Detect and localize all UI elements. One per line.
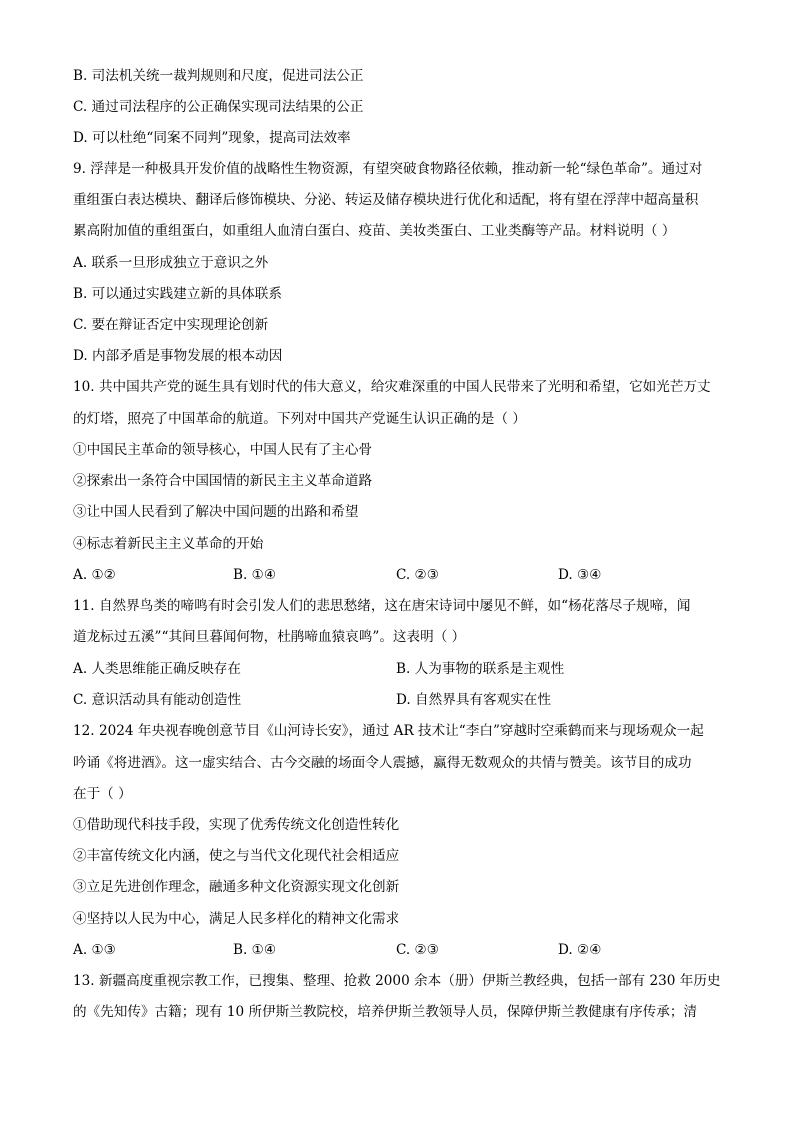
q9-stem-line-2: 重组蛋白表达模块、翻译后修饰模块、分泌、转运及储存模块进行优化和适配，将有望在浮萍中超高量积	[73, 192, 699, 208]
q12-item-4: ④坚持以人民为中心，满足人民多样化的精神文化需求	[73, 911, 400, 927]
q11-choices-row-2	[73, 689, 723, 711]
q10-choice-b: B. ①④	[233, 567, 277, 583]
q10-choices	[73, 564, 723, 586]
q12-choices	[73, 939, 723, 961]
q10-choice-c: C. ②③	[396, 567, 439, 583]
q12-stem-line-1: 12. 2024 年央视春晚创意节目《山河诗长安》，通过 AR 技术让“李白”穿越时空乘鹤而来与现场观众一起	[73, 723, 704, 739]
q12-choice-d: D. ②④	[558, 942, 602, 958]
q11-choice-a: A. 人类思维能正确反映存在	[73, 661, 241, 677]
q9-option-d: D. 内部矛盾是事物发展的根本动因	[73, 348, 283, 364]
q11-choices-row-1	[73, 658, 723, 680]
q12-choice-c: C. ②③	[396, 942, 439, 958]
q12-item-3: ③立足先进创作理念，融通多种文化资源实现文化创新	[73, 879, 400, 895]
q10-item-2: ②探索出一条符合中国国情的新民主主义革命道路	[73, 473, 373, 489]
q9-option-a: A. 联系一旦形成独立于意识之外	[73, 255, 269, 271]
q12-stem-line-2: 吟诵《将进酒》。这一虚实结合、古今交融的场面令人震撼，赢得无数观众的共情与赞美。该节目的成功	[73, 755, 692, 771]
q11-stem-line-1: 11. 自然界鸟类的啼鸣有时会引发人们的悲思愁绪，这在唐宋诗词中屡见不鲜，如“杨花落尽子规啼，闻	[73, 598, 691, 614]
q10-item-1: ①中国民主革命的领导核心，中国人民有了主心骨	[73, 442, 373, 458]
q9-option-b: B. 可以通过实践建立新的具体联系	[73, 286, 282, 302]
q12-choice-b: B. ①④	[233, 942, 277, 958]
q11-choice-c: C. 意识活动具有能动创造性	[73, 692, 242, 708]
q10-choice-d: D. ③④	[558, 567, 602, 583]
q10-choice-a: A. ①②	[73, 567, 116, 583]
q12-stem-line-3: 在于（ ）	[73, 786, 132, 802]
q12-item-2: ②丰富传统文化内涵，使之与当代文化现代社会相适应	[73, 848, 400, 864]
q10-item-4: ④标志着新民主主义革命的开始	[73, 536, 264, 552]
q8-option-d: D. 可以杜绝“同案不同判”现象，提高司法效率	[73, 130, 351, 146]
q11-stem-line-2: 道龙标过五溪”“其间旦暮闻何物，杜鹃啼血猿哀鸣”。这表明（ ）	[73, 629, 466, 645]
q13-stem-line-1: 13. 新疆高度重视宗教工作，已搜集、整理、抢救 2000 余本（册）伊斯兰教经典，包括一部有 230 年历史	[73, 973, 721, 989]
q9-stem-line-3: 累高附加值的重组蛋白，如重组人血清白蛋白、疫苗、美妆类蛋白、工业类酶等产品。材料说明（ ）	[73, 223, 676, 239]
q11-choice-b: B. 人为事物的联系是主观性	[396, 661, 565, 677]
q13-stem-line-2: 的《先知传》古籍；现有 10 所伊斯兰教院校，培养伊斯兰教领导人员，保障伊斯兰教健康有序传承；清	[73, 1004, 698, 1020]
q9-option-c: C. 要在辩证否定中实现理论创新	[73, 317, 269, 333]
q10-stem-line-2: 的灯塔，照亮了中国革命的航道。下列对中国共产党诞生认识正确的是（ ）	[73, 411, 526, 427]
q11-choice-d: D. 自然界具有客观实在性	[396, 692, 551, 708]
q12-item-1: ①借助现代科技手段，实现了优秀传统文化创造性转化	[73, 817, 400, 833]
q10-item-3: ③让中国人民看到了解决中国问题的出路和希望	[73, 504, 359, 520]
q8-option-b: B. 司法机关统一裁判规则和尺度，促进司法公正	[73, 68, 364, 84]
q9-stem-line-1: 9. 浮萍是一种极具开发价值的战略性生物资源，有望突破食物路径依赖，推动新一轮“绿色革命”。通过对	[73, 161, 703, 177]
q12-choice-a: A. ①③	[73, 942, 116, 958]
q10-stem-line-1: 10. 共中国共产党的诞生具有划时代的伟大意义，给灾难深重的中国人民带来了光明和希望，它如光芒万丈	[73, 379, 711, 395]
q8-option-c: C. 通过司法程序的公正确保实现司法结果的公正	[73, 99, 364, 115]
